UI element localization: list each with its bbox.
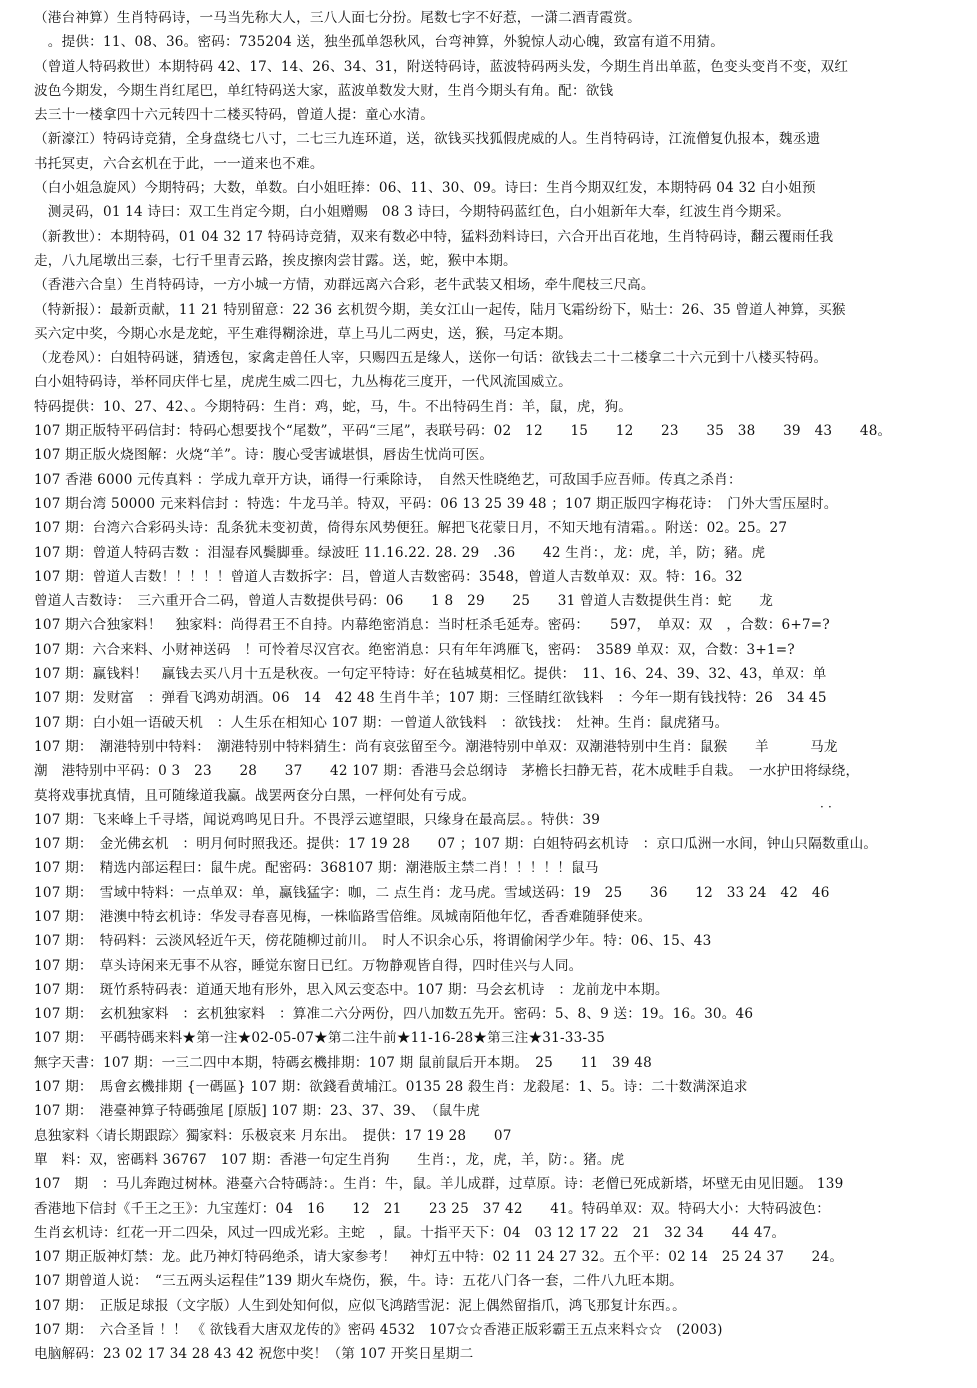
text-line: 單 料：双，密碼料 36767 107 期：香港一句定生肖狗 生肖：，龙，虎，羊，防：。猪。虎 [34, 1151, 625, 1168]
text-line: （龙卷风）：白姐特码谜，猜透包，家禽走兽任人宰，只赐四五是缘人，送你一句话：欲钱去二十二楼拿二十六元到十八楼买特码。 [34, 350, 828, 367]
text-line: 107 期：赢钱料！ 赢钱去买八月十五是秋夜。一句定平特诗：好在毡城莫相忆。提供： 11、16、24、39、32、43，单双：单 [34, 666, 827, 683]
text-line: 107 期：发财富 ：弹看飞鸿劝胡酒。06 14 42 48 生肖牛羊；107 期：三怪睛红欲钱料 ：今年一期有钱找特：26 34 45 [34, 690, 827, 707]
text-line: 。提供：11、08、36。密码：735204 送，独坐孤单怨秋风，台弯神算，外貌惊人动心魄，致富有道不用猜。 [34, 34, 725, 51]
text-line: 107 期： 港臺神算子特碼強尾 [原版] 107 期：23、37、39、 （鼠牛虎 [34, 1103, 480, 1120]
text-line: 107 期： 玄机独家料 ：玄机独家料 ：算准二六分两份，四八加数五先开。密码：5、8、9 送：19。16。30。46 [34, 1006, 754, 1023]
text-line: 無字天書：107 期：一三二四中本期，特碼玄機排期：107 期 鼠前鼠后开本期。 25 11 39 48 [34, 1054, 652, 1071]
text-line: 107 期正版神灯禁：龙。此乃神灯特码绝杀，请大家参考！ 神灯五中特：02 11 24 27 32。五个平：02 14 25 24 37 24。 [34, 1249, 844, 1266]
text-line: 曾道人吉数诗： 三六重开合二码，曾道人吉数提供号码：06 1 8 29 25 31 曾道人吉数提供生肖：蛇 龙 [34, 593, 774, 610]
text-line: 107 期： 金光佛玄机 ：明月何时照我还。提供：17 19 28 07 ；107 期：白姐特码玄机诗 ：京口瓜洲一水间，钟山只隔数重山。 [34, 836, 878, 853]
text-line: （曾道人特码救世）本期特码 42、17、14、26、34、31，附送特码诗，蓝波特码两头发，今期生肖出单蓝，色变头变肖不变，双红 [34, 58, 849, 75]
text-line: 107 期： 斑竹系特码表：道通天地有形外，思入风云变态中。107 期：马会玄机诗 ：龙前龙中本期。 [34, 981, 669, 998]
text-line: 107 期： 精选内部运程曰：鼠牛虎。配密码：368107 期：潮港版主禁二肖！！！！！鼠马 [34, 860, 599, 877]
text-line: （新教世）：本期特码，01 04 32 17 特码诗竞猜，双来有数必中特，猛料劲料诗曰，六合开出百花地，生肖特码诗，翻云覆雨任我 [34, 228, 834, 245]
text-line: 107 期： 草头诗闲来无事不从容，睡觉东窗日已红。万物静观皆自得，四时佳兴与人同。 [34, 957, 583, 974]
text-line: 107 期： 港澳中特玄机诗：华发寻春喜见梅，一株临路雪倍维。凤城南陌他年忆，香香难随驿使来。 [34, 908, 652, 925]
text-line: 107 期正版火烧图解：火烧“羊”。诗：腹心受害诚堪惧，唇齿生忧尚可医。 [34, 447, 494, 464]
text-line: 白小姐特码诗，举杯同庆伴七星，虎虎生威二四七，九丛梅花三度开，一代风流国威立。 [34, 374, 572, 391]
text-line: 香港地下信封《千王之王》：九宝莲灯：04 16 12 21 23 25 37 42 41。特码单双：双。特码大小：大特码波色： [34, 1200, 831, 1217]
text-line: （特新报）：最新贡献，11 21 特别留意：22 36 玄机贺今期，美女江山一起传，陆月飞霜纷纷下，贴士：26、35 曾道人神算，买猴 [34, 301, 846, 318]
text-line: 107 香港 6000 元传真料 ：学成九章开方诀，诵得一行乘除诗， 自然天性晓绝艺，可敌国手应吾师。传真之杀肖： [34, 471, 742, 488]
text-line: 107 期：曾道人吉数！！！！！曾道人吉数拆字：吕，曾道人吉数密码：3548，曾道人吉数单双：双。特：16。32 [34, 568, 743, 585]
text-line: （新濠江）特码诗竞猜，全身盘绕七八寸，二七三九连环道，送，欲钱买找狐假虎威的人。生肖特码诗，江流僧复仇报本，魏丞遗 [34, 131, 821, 148]
text-line: 买六定中奖，今期心水是龙蛇，平生难得糊涂进，草上马儿二两史，送，猴，马定本期。 [34, 325, 572, 342]
text-line: 107 期： 雪域中特料：一点单双：单，赢钱猛字：咖，二 点生肖：龙马虎。雪域送码：19 25 36 12 33 24 42 46 [34, 884, 830, 901]
text-line: （白小姐急旋风）今期特码；大数，单数。白小姐旺捧：06、11、30、09。诗曰：生肖今期双红发，本期特码 04 32 白小姐预 [34, 180, 816, 197]
text-line: 107 期：白小姐一语破天机 ：人生乐在相知心 107 期：一曾道人欲钱料 ：欲钱找： 灶神。生肖：鼠虎猪马。 [34, 714, 729, 731]
text-line: 电脑解码：23 02 17 34 28 43 42 祝您中奖！（第 107 开奖日星期二 [34, 1346, 474, 1363]
text-line: 107 期：飞来峰上千寻塔，闻说鸡鸣见日升。不畏浮云遮望眼，只缘身在最高层。。特供：39 [34, 811, 601, 828]
text-line: 107 期：六合来料、小财神送码 ！可怜着尽汉宫衣。绝密消息：只有年年鸿雁飞，密码： 3589 单双：双，合数：3+1=? [34, 641, 795, 658]
text-line: 生肖玄机诗：红花一开二四朵，风过一四成光彩。主蛇 ，鼠。十指平天下：04 03 12 17 22 21 32 34 44 47。 [34, 1224, 786, 1241]
text-line: 测灵码，01 14 诗曰：双工生肖定今期，白小姐赠赐 08 3 诗曰，今期特码蓝红色，白小姐新年大奉，红波生肖今期采。 [34, 204, 790, 221]
text-line: 去三十一楼拿四十六元转四十二楼买特码，曾道人提：童心水清。 [34, 107, 435, 124]
text-line: 107 期： 六合圣旨 ！！ 《 欲钱看大唐双龙传的》密码 4532 107☆☆香港正版彩霸王五点来料☆☆ (2003) [34, 1322, 723, 1339]
stray-dots: · · [820, 800, 833, 814]
text-line: 107 期： 特码料：云淡风轻近午天，傍花随柳过前川。 时人不识余心乐，将谓偷闲学少年。特：06、15、43 [34, 933, 712, 950]
text-line: 107 期台湾 50000 元来料信封 ：特选：牛龙马羊。特双，平码：06 13 25 39 48 ；107 期正版四字梅花诗： 门外大雪压屋时。 [34, 495, 838, 512]
text-line: 107 期六合独家料！ 独家料：尚得君王不自持。内幕绝密消息：当时枉杀毛延寿。密码： 597， 单双：双 ，合数：6+7=? [34, 617, 830, 634]
text-line: 107 期：曾道人特码吉数 ：泪湿春风鬓脚垂。绿波旺 11.16.22. 28. 29 .36 42 生肖：，龙：虎，羊，防；豬。虎 [34, 544, 766, 561]
text-line: 107 期： 馬會玄機排期 {一碼區} 107 期：欲錢看黄埔江。0135 28 殺生肖：龙殺尾：1、5。诗：二十数满深追求 [34, 1079, 748, 1096]
text-line: 波色今期发，今期生肖红尾巴，单红特码送大家，蓝波单数发大财，生肖今期头有角。配：欲钱 [34, 82, 614, 99]
text-lines [34, 6, 963, 1367]
text-line: 107 期：台湾六合彩码头诗：乱条犹未变初黄，倚得东风势便狂。解把飞花蒙日月，不知天地有清霜。。附送：02。25。27 [34, 520, 788, 537]
text-line: 107 期正版特平码信封：特码心想要找个“尾数”，平码“三尾”，表联号码：02 12 15 12 23 35 38 39 43 48。 [34, 423, 892, 440]
text-line: （港台神算）生肖特码诗，一马当先称大人，三八人面七分扮。尾数七字不好惹，一潇二酒青霞赏。 [34, 10, 641, 26]
text-line: 走，八九尾墩出三泰，七行千里青云路，挨皮擦肉尝甘露。送，蛇，猴中本期。 [34, 252, 517, 269]
text-line: 107 期： 潮港特别中特料： 潮港特别中特料猜生：尚有哀弦留至今。潮港特别中单双：双潮港特别中生肖：鼠猴 羊 马龙 [34, 738, 838, 755]
text-line: 息独家料〈请长期跟踪〉獨家料：乐极哀来 月东出。 提供：17 19 28 07 [34, 1127, 512, 1144]
text-line: 特码提供：10、27、42、。今期特码：生肖：鸡，蛇，马，牛。不出特码生肖：羊，鼠，虎，狗。 [34, 398, 633, 415]
text-line: 书托冥吏，六合玄机在于此，一一道来也不难。 [34, 155, 324, 172]
text-line: 107 期曾道人说： “三五两头运程佳”139 期火车烧伤，猴，牛。诗：五花八门各一套，二件八九旺本期。 [34, 1273, 683, 1290]
text-line: 107 期 ：马儿奔跑过树林。港臺六合特碼詩：。生肖：牛，鼠。羊儿成群，过草原。诗：老僧已死成新塔，坏壁无由见旧题。 139 [34, 1176, 844, 1193]
text-line: 107 期： 正版足球报（文字版）人生到处知何似，应似飞鸿踏雪泥：泥上偶然留指爪，鸿飞那复计东西。。 [34, 1297, 686, 1314]
text-line: 潮 港特别中平码：0 3 23 28 37 42 107 期：香港马会总纲诗 茅檐长扫静无苔，花木成畦手自栽。 一水护田将绿绕， [34, 763, 860, 780]
text-line: 莫将戏事扰真情，且可随缘道我赢。战罢两奁分白黑，一枰何处有亏成。 [34, 787, 476, 804]
text-line: （香港六合皇）生肖特码诗，一方小城一方情，劝群远离六合彩，老牛武装又相场，牵牛爬枝三尺高。 [34, 277, 655, 294]
text-line: 107 期： 平碼特碼来料★第一注★02-05-07★第二注牛前★11-16-28★第三注★31-33-35 [34, 1030, 605, 1047]
